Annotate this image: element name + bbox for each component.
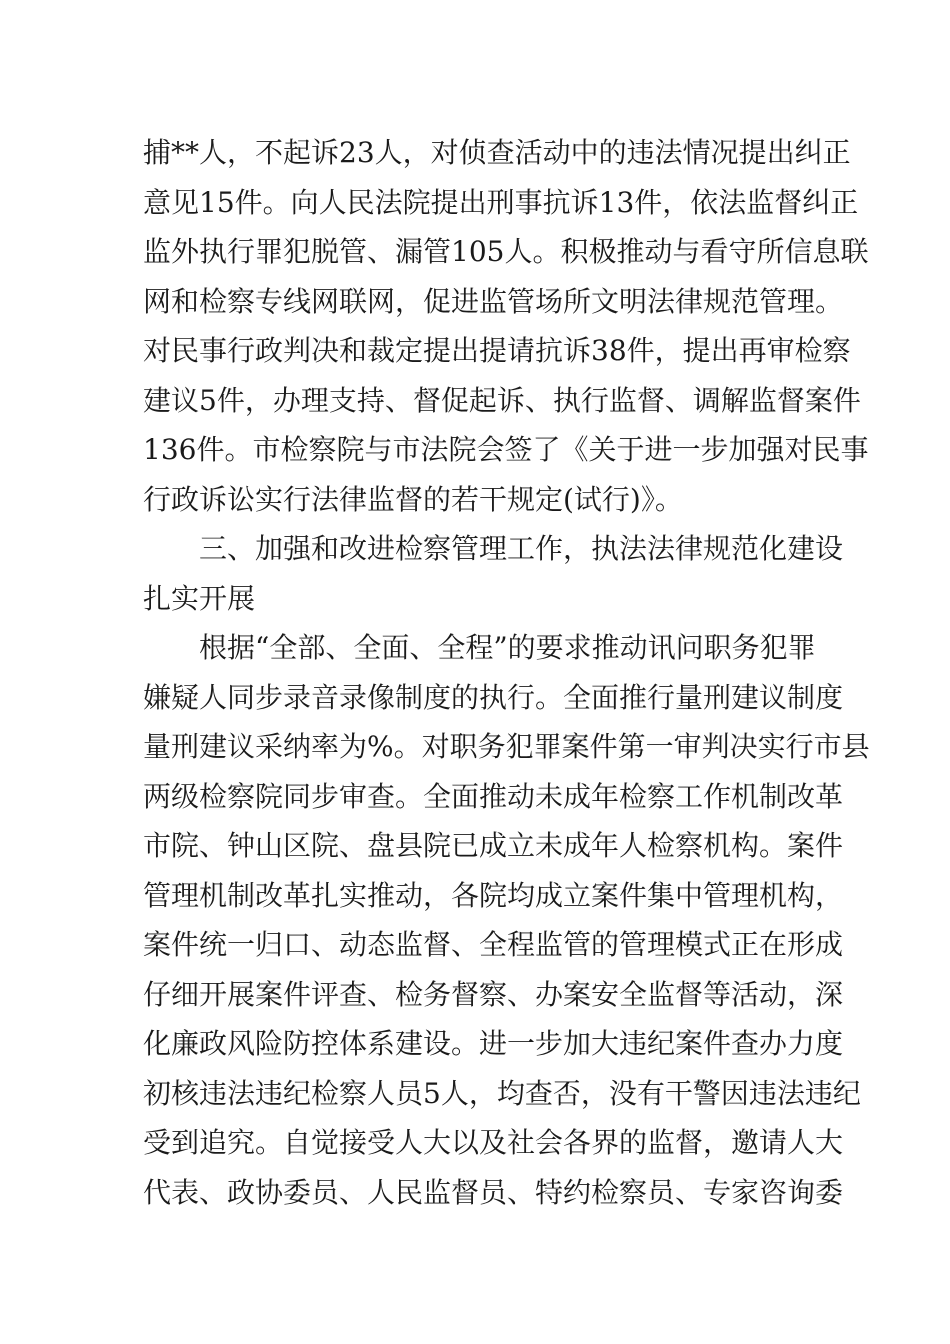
text-line: 化廉政风险防控体系建设。进一步加大违纪案件查办力度 (143, 1027, 844, 1060)
text-line: 意见15件。向人民法院提出刑事抗诉13件，依法监督纠正 (143, 185, 859, 219)
text-line: 建议5件，办理支持、督促起诉、执行监督、调解监督案件 (143, 383, 861, 417)
text-line: 对民事行政判决和裁定提出提请抗诉38件，提出再审检察 (143, 334, 851, 367)
text-line: 初核违法违纪检察人员5人，均查否，没有干警因违法违纪 (143, 1076, 861, 1110)
text-line: 监外执行罪犯脱管、漏管105人。积极推动与看守所信息联 (143, 235, 869, 268)
text-line: 两级检察院同步审查。全面推动未成年检察工作机制改革 (143, 779, 844, 813)
text-line: 量刑建议采纳率为%。对职务犯罪案件第一审判决实行市县 (143, 730, 870, 763)
text-line: 案件统一归口、动态监督、全程监管的管理模式正在形成 (143, 928, 844, 961)
text-line: 136件。市检察院与市法院会签了《关于进一步加强对民事 (143, 433, 869, 466)
text-line: 受到追究。自觉接受人大以及社会各界的监督，邀请人大 (143, 1126, 844, 1159)
text-line: 管理机制改革扎实推动，各院均成立案件集中管理机构， (143, 878, 844, 912)
text-line: 嫌疑人同步录音录像制度的执行。全面推行量刑建议制度 (143, 680, 844, 714)
text-line: 网和检察专线网联网，促进监管场所文明法律规范管理。 (143, 284, 844, 318)
paragraph-start: 根据“全部、全面、全程”的要求推动讯问职务犯罪 (199, 631, 816, 664)
text-line: 捕**人，不起诉23人，对侦查活动中的违法情况提出纠正 (143, 136, 851, 169)
section-heading: 三、加强和改进检察管理工作，执法法律规范化建设 (199, 532, 844, 565)
text-line: 代表、政协委员、人民监督员、特约检察员、专家咨询委 (143, 1175, 844, 1209)
section-heading-continued: 扎实开展 (143, 581, 256, 615)
text-line: 行政诉讼实行法律监督的若干规定(试行)》。 (143, 482, 683, 516)
text-line: 仔细开展案件评查、检务督察、办案安全监督等活动，深 (143, 977, 844, 1011)
document-body (143, 128, 870, 1217)
text-line: 市院、钟山区院、盘县院已成立未成年人检察机构。案件 (143, 829, 844, 862)
